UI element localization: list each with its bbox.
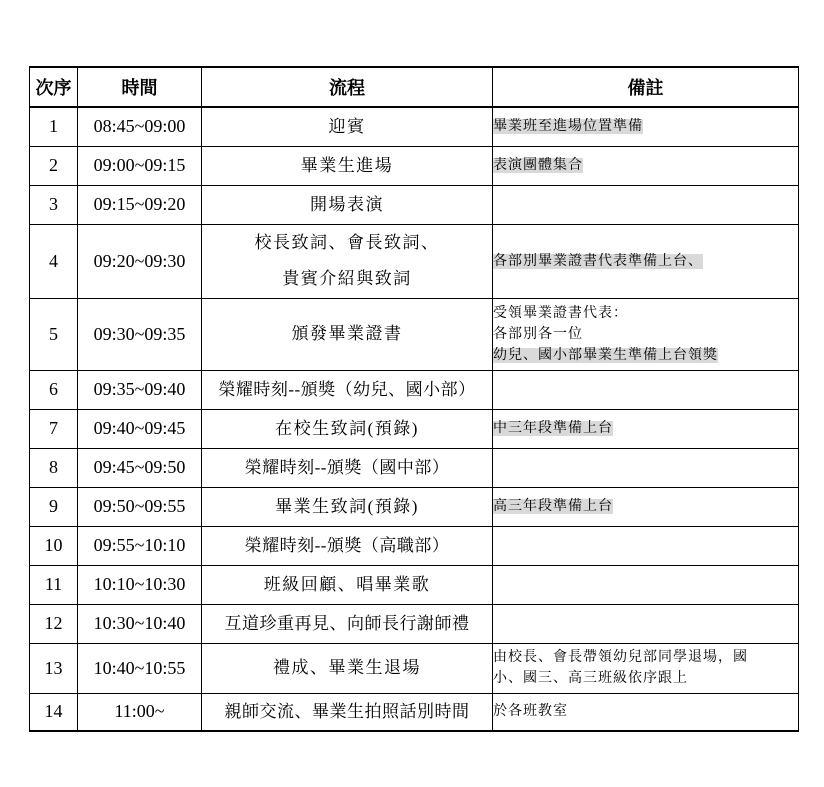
row-time: 08:45~09:00 [78, 107, 202, 146]
flow-line: 榮耀時刻--頒獎（高職部） [244, 535, 450, 555]
row-time: 10:40~10:55 [78, 643, 202, 693]
table-header-row [30, 67, 799, 107]
row-note [493, 298, 799, 370]
note-line [493, 155, 798, 176]
note-text-highlighted: 中三年段準備上台 [493, 421, 613, 436]
note-line [493, 303, 798, 324]
row-index: 10 [30, 526, 78, 565]
note-text-highlighted: 表演團體集合 [493, 158, 583, 173]
row-time: 09:30~09:35 [78, 298, 202, 370]
row-note [493, 487, 799, 526]
row-index: 9 [30, 487, 78, 526]
note-text: 由校長、會長帶領幼兒部同學退場，國 [493, 650, 748, 665]
table-row [30, 224, 799, 298]
flow-line: 班級回顧、唱畢業歌 [263, 574, 431, 594]
flow-line: 榮耀時刻--頒獎（幼兒、國小部） [218, 379, 476, 399]
row-note [493, 370, 799, 409]
note-line [493, 701, 798, 722]
flow-line: 頒發畢業證書 [291, 324, 403, 343]
row-index: 3 [30, 185, 78, 224]
note-text-highlighted: 高三年段準備上台 [493, 499, 613, 514]
note-line [493, 418, 798, 439]
row-flow [202, 370, 493, 409]
row-time: 09:35~09:40 [78, 370, 202, 409]
schedule-body [30, 107, 799, 731]
row-flow [202, 448, 493, 487]
header-time: 時間 [78, 67, 202, 107]
note-line [493, 647, 798, 668]
header-flow: 流程 [202, 67, 493, 107]
note-line [493, 496, 798, 517]
row-index: 5 [30, 298, 78, 370]
row-index: 1 [30, 107, 78, 146]
table-row [30, 693, 799, 731]
table-row [30, 487, 799, 526]
row-time: 09:00~09:15 [78, 146, 202, 185]
row-time: 09:15~09:20 [78, 185, 202, 224]
table-row [30, 107, 799, 146]
row-flow [202, 224, 493, 298]
header-index: 次序 [30, 67, 78, 107]
row-flow [202, 107, 493, 146]
flow-line: 貴賓介紹與致詞 [282, 269, 412, 288]
flow-line: 校長致詞、會長致詞、 [254, 233, 440, 252]
row-note [493, 526, 799, 565]
table-row [30, 604, 799, 643]
note-text: 於各班教室 [493, 704, 568, 720]
row-note [493, 643, 799, 693]
note-line [493, 324, 798, 345]
flow-line: 禮成、畢業生退場 [273, 658, 421, 677]
row-time: 09:45~09:50 [78, 448, 202, 487]
row-flow [202, 487, 493, 526]
row-index: 4 [30, 224, 78, 298]
table-row [30, 298, 799, 370]
table-row [30, 448, 799, 487]
row-flow [202, 526, 493, 565]
note-text-highlighted: 各部別畢業證書代表準備上台、 [493, 253, 703, 269]
row-index: 12 [30, 604, 78, 643]
flow-line: 畢業生進場 [300, 155, 394, 175]
note-text-highlighted: 幼兒、國小部畢業生準備上台領獎 [493, 347, 718, 363]
row-index: 13 [30, 643, 78, 693]
row-flow [202, 693, 493, 731]
row-note [493, 604, 799, 643]
ceremony-schedule-table [29, 66, 799, 732]
row-note [493, 448, 799, 487]
row-time: 09:55~10:10 [78, 526, 202, 565]
row-note [493, 185, 799, 224]
note-text-highlighted: 畢業班至進場位置準備 [493, 119, 643, 135]
row-index: 6 [30, 370, 78, 409]
row-time: 10:30~10:40 [78, 604, 202, 643]
note-line [493, 251, 798, 272]
row-flow [202, 409, 493, 448]
flow-line: 榮耀時刻--頒獎（國中部） [244, 457, 450, 477]
flow-line: 親師交流、畢業生拍照話別時間 [224, 701, 470, 721]
row-flow [202, 604, 493, 643]
row-index: 8 [30, 448, 78, 487]
row-time: 09:40~09:45 [78, 409, 202, 448]
row-index: 11 [30, 565, 78, 604]
note-text: 小、國三、高三班級依序跟上 [493, 671, 688, 686]
row-note [493, 409, 799, 448]
row-flow [202, 146, 493, 185]
row-index: 2 [30, 146, 78, 185]
note-line [493, 116, 798, 137]
table-row [30, 146, 799, 185]
flow-line: 開場表演 [310, 194, 384, 214]
row-note [493, 693, 799, 731]
row-note [493, 146, 799, 185]
table-row [30, 526, 799, 565]
row-flow [202, 643, 493, 693]
note-text: 受領畢業證書代表： [493, 305, 628, 321]
note-line [493, 668, 798, 689]
row-note [493, 224, 799, 298]
row-time: 11:00~ [78, 693, 202, 731]
flow-line: 迎賓 [328, 116, 366, 136]
flow-line: 互道珍重再見、向師長行謝師禮 [224, 613, 470, 633]
row-flow [202, 298, 493, 370]
header-note: 備註 [493, 67, 799, 107]
row-index: 14 [30, 693, 78, 731]
row-note [493, 565, 799, 604]
row-time: 09:20~09:30 [78, 224, 202, 298]
row-time: 10:10~10:30 [78, 565, 202, 604]
table-row [30, 409, 799, 448]
row-note [493, 107, 799, 146]
row-flow [202, 565, 493, 604]
table-row [30, 643, 799, 693]
row-time: 09:50~09:55 [78, 487, 202, 526]
flow-line: 畢業生致詞(預錄) [275, 496, 419, 516]
table-row [30, 185, 799, 224]
note-text: 各部別各一位 [493, 326, 583, 342]
row-index: 7 [30, 409, 78, 448]
flow-line: 在校生致詞(預錄) [275, 418, 419, 438]
note-line [493, 345, 798, 366]
table-row [30, 370, 799, 409]
row-flow [202, 185, 493, 224]
table-row [30, 565, 799, 604]
